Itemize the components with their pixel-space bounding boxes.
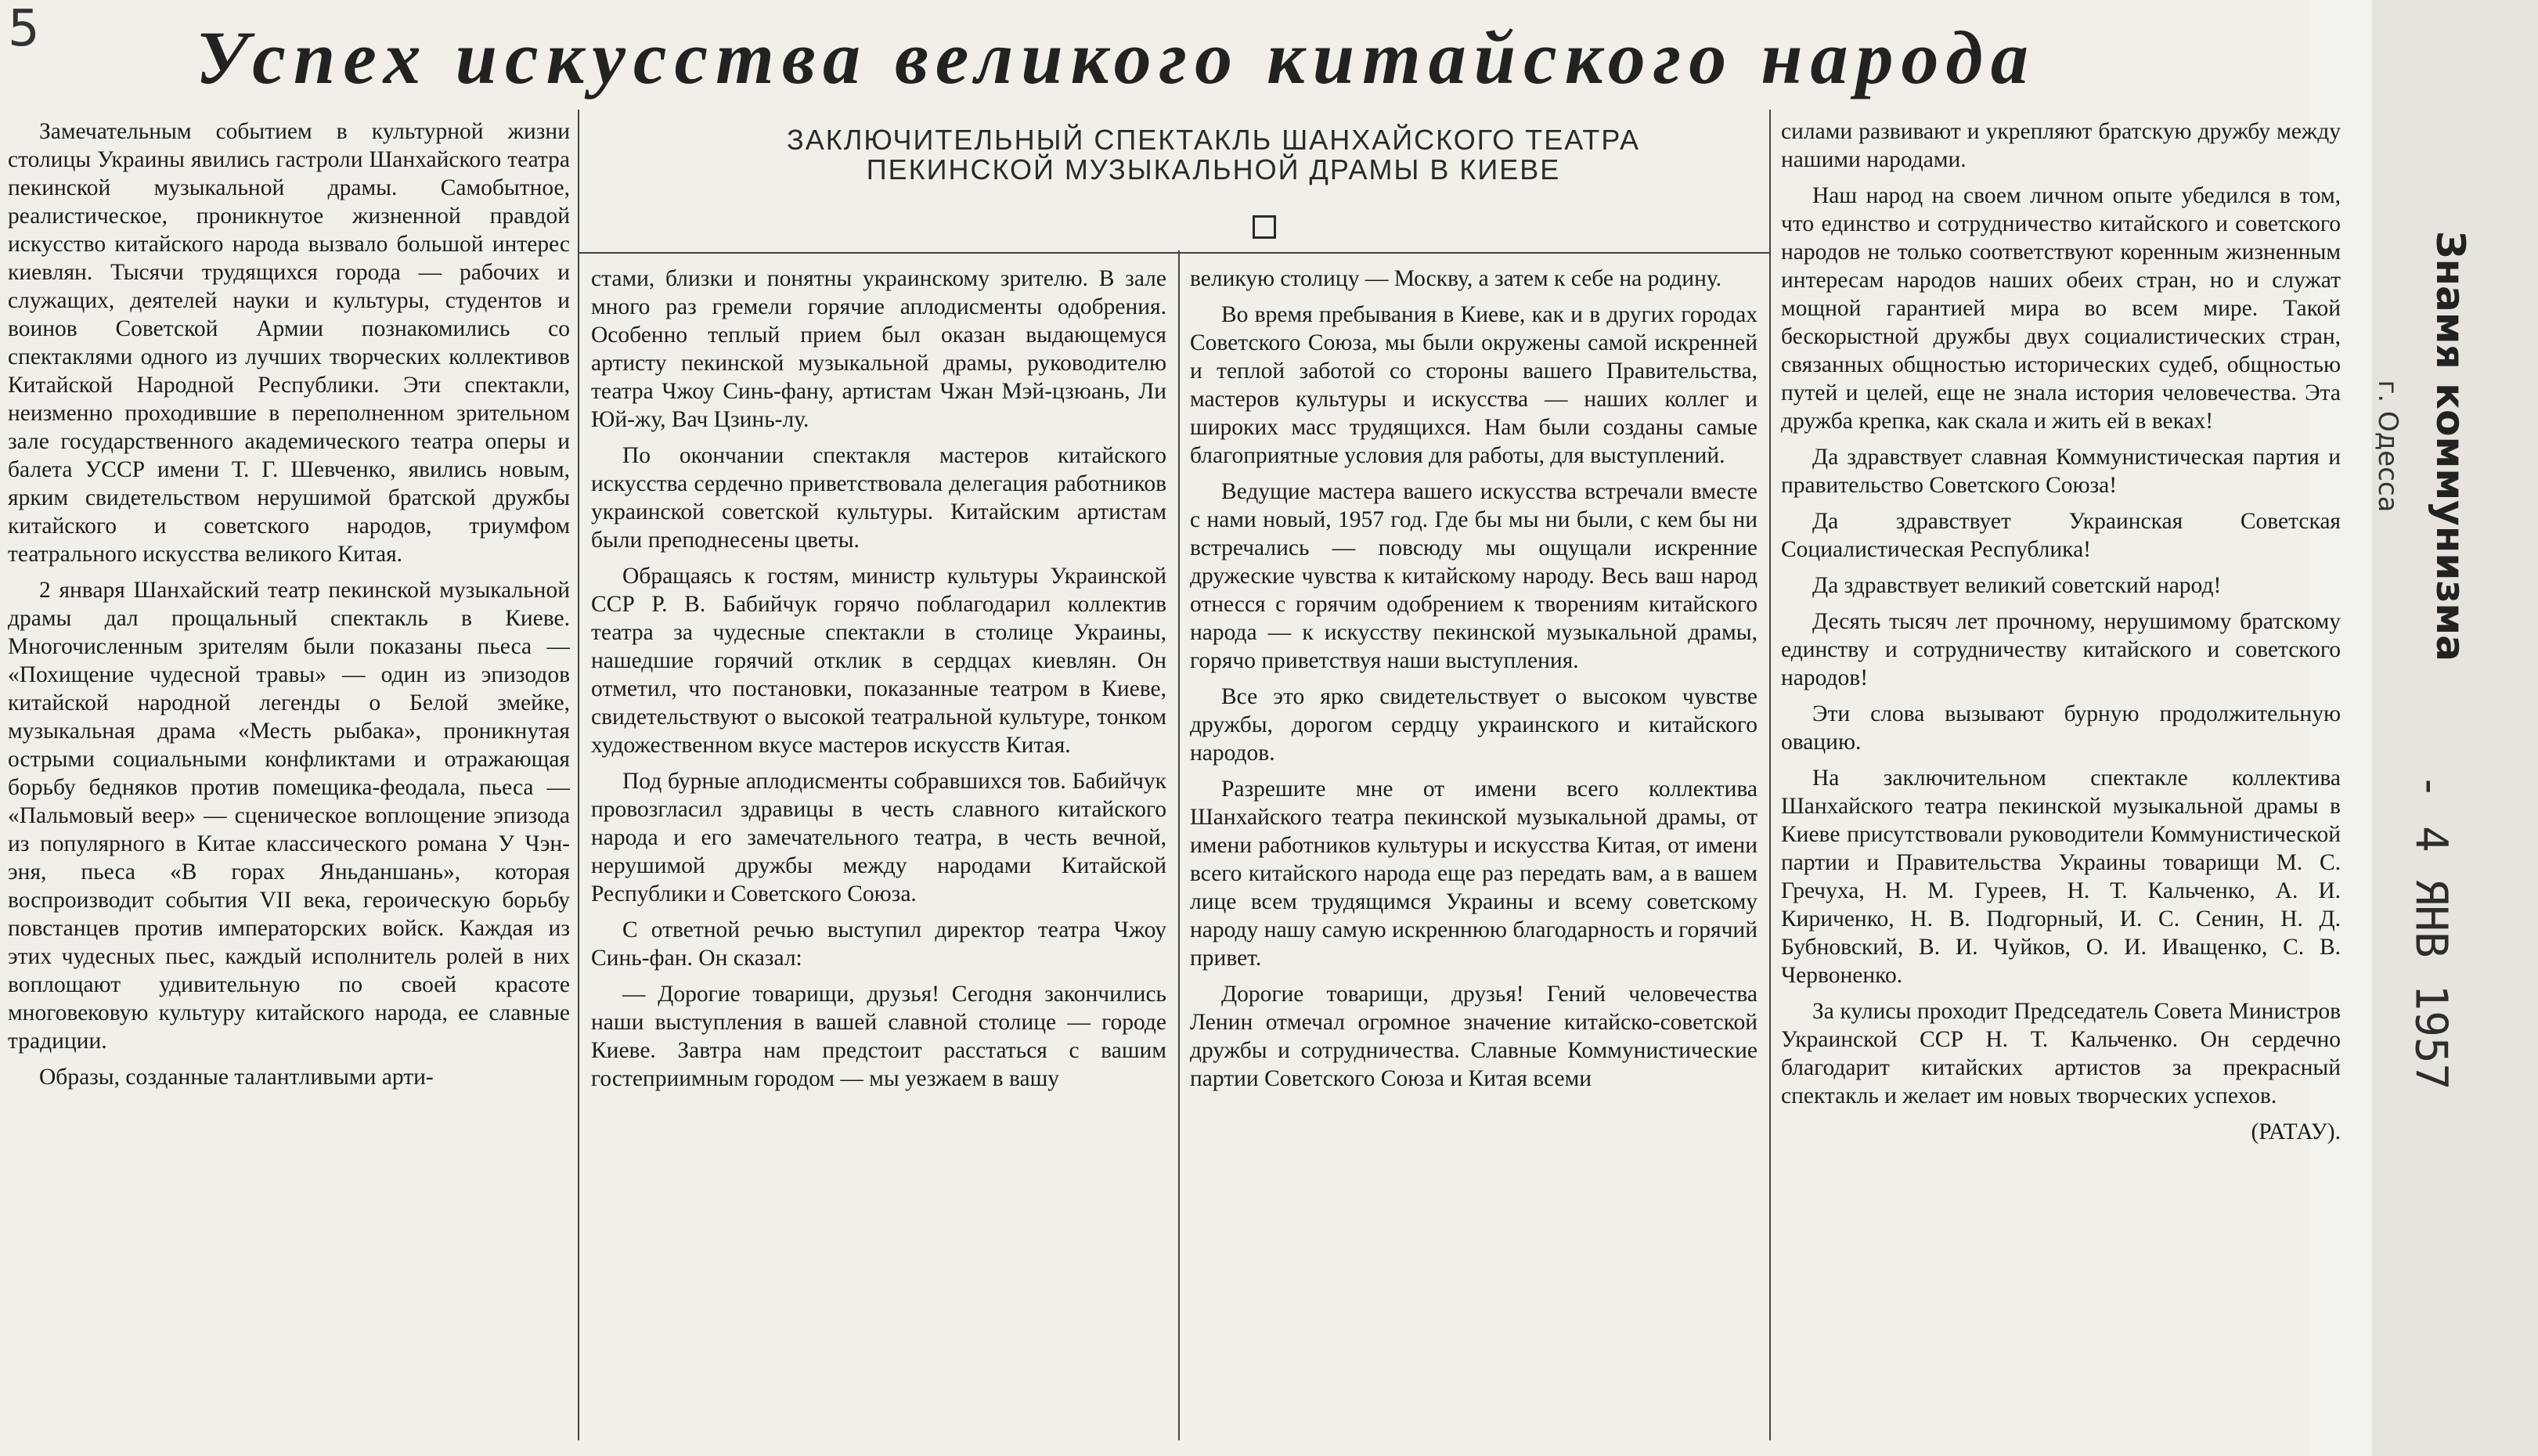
paragraph: Да здравствует великий советский народ! (1812, 573, 2222, 598)
neighbor-clipping-edge (2372, 0, 2538, 1456)
city-label (2356, 360, 2419, 532)
article-headline: Успех искусства великого китайского народа (196, 16, 2036, 99)
column-rule (1178, 250, 1180, 1440)
paragraph: Все это ярко свидетельствует о высоком чувстве дружбы, дорогом сердцу украинского и китайского народов. (1190, 684, 1757, 766)
article-subhead (626, 125, 1801, 185)
subhead-line: ПЕКИНСКОЙ МУЗЫКАЛЬНОЙ ДРАМЫ В КИЕВЕ (866, 153, 1561, 186)
paragraph: великую столицу — Москву, а затем к себе на родину. (1190, 266, 1722, 291)
article-column-2 (591, 265, 1166, 1447)
paragraph: Эти слова вызывают бурную продолжительную овацию. (1781, 701, 2341, 755)
date-stamp-text: - 4 ЯНВ 1957 (2405, 773, 2457, 1090)
news-agency-signature: (РАТАУ). (2251, 1119, 2341, 1144)
article-column-4 (1781, 117, 2341, 1448)
article-column-3 (1190, 265, 1757, 1447)
column-rule (1769, 110, 1771, 1440)
paragraph: Ведущие мастера вашего искусства встречали вместе с нами новый, 1957 год. Где бы мы ни были, с кем бы ни встречались — повсюду мы ощущали искренние дружеские чувства к китайскому народу. Весь ваш народ отнесся с горячим одобрением к творениям китайского народа — к искусству пекинской музыкальной драмы, горячо приветствуя наши выступления. (1190, 479, 1757, 673)
paragraph: Под бурные аплодисменты собравшихся тов. Бабийчук провозгласил здравицы в честь славного китайского народа и его замечательного театра, в честь вечной, нерушимой дружбы между народами Китайской Республики и Советского Союза. (591, 769, 1166, 906)
subhead-rule (579, 252, 1769, 254)
column-rule (578, 110, 579, 1440)
paragraph: По окончании спектакля мастеров китайского искусства сердечно приветствовала делегация работников украинской советской культуры. Китайским артистам были преподнесены цветы. (591, 443, 1166, 553)
newspaper-masthead (2411, 227, 2489, 665)
city-text: г. Одесса (2372, 380, 2403, 513)
paragraph: Дорогие товарищи, друзья! Гений человечества Ленин отмечал огромное значение китайско-советской дружбы и сотрудничества. Славные Коммунистические партии Советского Союза и Китая всеми (1190, 982, 1757, 1091)
paragraph: силами развивают и укрепляют братскую дружбу между нашими народами. (1781, 119, 2341, 172)
paragraph: — Дорогие товарищи, друзья! Сегодня закончились наши выступления в вашей славной столице — городе Киеве. Завтра нам предстоит расстаться с вашим гостеприимным городом — мы уезжаем в вашу (591, 982, 1166, 1091)
paragraph: За кулисы проходит Председатель Совета Министров Украинской ССР Н. Т. Кальченко. Он сердечно благодарит китайских артистов за прекрасный спектакль и желает им новых творческих успехов. (1781, 999, 2341, 1108)
paragraph: Десять тысяч лет прочному, нерушимому братскому единству и сотрудничеству китайского и советского народов! (1781, 609, 2341, 690)
paragraph: 2 января Шанхайский театр пекинской музыкальной драмы дал прощальный спектакль в Киеве. Многочисленным зрителям были показаны пьеса — «Похищение чудесной травы» — один из эпизодов китайской народной легенды о Белой змейке, музыкальная драма «Месть рыбака», проникнутая острыми социальными конфликтами и отражающая борьбу бедняков против помещика-феодала, пьеса — «Пальмовый веер» — сценическое воплощение эпизода из популярного в Китае классического романа У Чэн-эня, пьеса «В горах Яньданшань», которая воспроизводит события VII века, героическую борьбу повстанцев против императорских войск. Каждая из этих чудесных пьес, каждый исполнитель ролей в них воплощают удивительную по своей красоте многовековую культуру китайского народа, ее славные традиции. (8, 578, 570, 1054)
section-square-mark (1253, 215, 1276, 239)
subhead-line: ЗАКЛЮЧИТЕЛЬНЫЙ СПЕКТАКЛЬ ШАНХАЙСКОГО ТЕАТРА (786, 124, 1641, 156)
paragraph: Образы, созданные талантливыми арти- (39, 1065, 434, 1090)
paragraph: Да здравствует Украинская Советская Социалистическая Республика! (1781, 509, 2341, 562)
page-number: 5 (8, 0, 40, 58)
paragraph: С ответной речью выступил директор театра Чжоу Синь-фан. Он сказал: (591, 917, 1166, 971)
paragraph: Замечательным событием в культурной жизни столицы Украины явились гастроли Шанхайского театра пекинской музыкальной драмы. Самобытное, реалистическое, проникнутое жизненной правдой искусство китайского народа вызвало большой интерес киевлян. Тысячи трудящихся города — рабочих и служащих, деятелей науки и культуры, студентов и воинов Советской Армии познакомились со спектаклями одного из лучших творческих коллективов Китайской Народной Республики. Эти спектакли, неизменно проходившие в переполненном зрительном зале государственного академического театра оперы и балета УССР имени Т. Г. Шевченко, явились новым, ярким свидетельством нерушимой братской дружбы китайского и советского народов, триумфом театрального искусства великого Китая. (8, 119, 570, 567)
masthead-text: Знамя коммунизма (2428, 230, 2473, 662)
paragraph: Наш народ на своем личном опыте убедился в том, что единство и сотрудничество китайского и советского народов не только соответствуют коренным жизненным интересам народов наших обеих стран, но и служат мощной гарантией мира во всем мире. Такой бескорыстной дружбы двух социалистических стран, связанных общностью исторических судеб, общностью путей и целей, еще не знала история человечества. Эта дружба крепка, как скала и жить ей в веках! (1781, 183, 2341, 434)
paragraph: Да здравствует славная Коммунистическая партия и правительство Советского Союза! (1781, 445, 2341, 498)
paragraph: Разрешите мне от имени всего коллектива Шанхайского театра пекинской музыкальной драмы, от имени работников культуры и искусства Китая, от имени всего китайского народа еще раз передать вам, а в вашем лице всем трудящимся Украины и всему советскому народу нашу самую искреннюю благодарность и горячий привет. (1190, 777, 1757, 971)
paragraph: стами, близки и понятны украинскому зрителю. В зале много раз гремели горячие аплодисменты одобрения. Особенно теплый прием был оказан выдающемуся артисту пекинской музыкальной драмы, руководителю театра Чжоу Синь-фану, артистам Чжан Мэй-цзюань, Ли Юй-жу, Вач Цзинь-лу. (591, 266, 1166, 432)
paragraph: Во время пребывания в Киеве, как и в других городах Советского Союза, мы были окружены самой искренней и теплой заботой со стороны вашего Правительства, мастеров культуры и искусства — наших коллег и широких масс трудящихся. Нам были созданы самые благоприятные условия для работы, для выступлений. (1190, 302, 1757, 468)
article-column-1 (8, 117, 570, 1448)
paragraph: На заключительном спектакле коллектива Шанхайского театра пекинской музыкальной драмы в Киеве присутствовали руководители Коммунистической партии и Правительства Украины товарищи М. С. Гречуха, Н. М. Гуреев, Н. Т. Кальченко, А. И. Кириченко, Н. В. Подгорный, И. С. Сенин, Н. Д. Бубновский, В. И. Чуйков, О. И. Иващенко, С. В. Червоненко. (1781, 766, 2341, 988)
date-stamp (2396, 767, 2466, 1096)
paragraph: Обращаясь к гостям, министр культуры Украинской ССР Р. В. Бабийчук горячо поблагодарил коллектив театра за чудесные спектакли в столице Украины, нашедшие горячий отклик в сердцах киевлян. Он отметил, что постановки, показанные театром в Киеве, свидетельствуют о высокой театральной культуре, тонком художественном вкусе мастеров искусств Китая. (591, 564, 1166, 758)
